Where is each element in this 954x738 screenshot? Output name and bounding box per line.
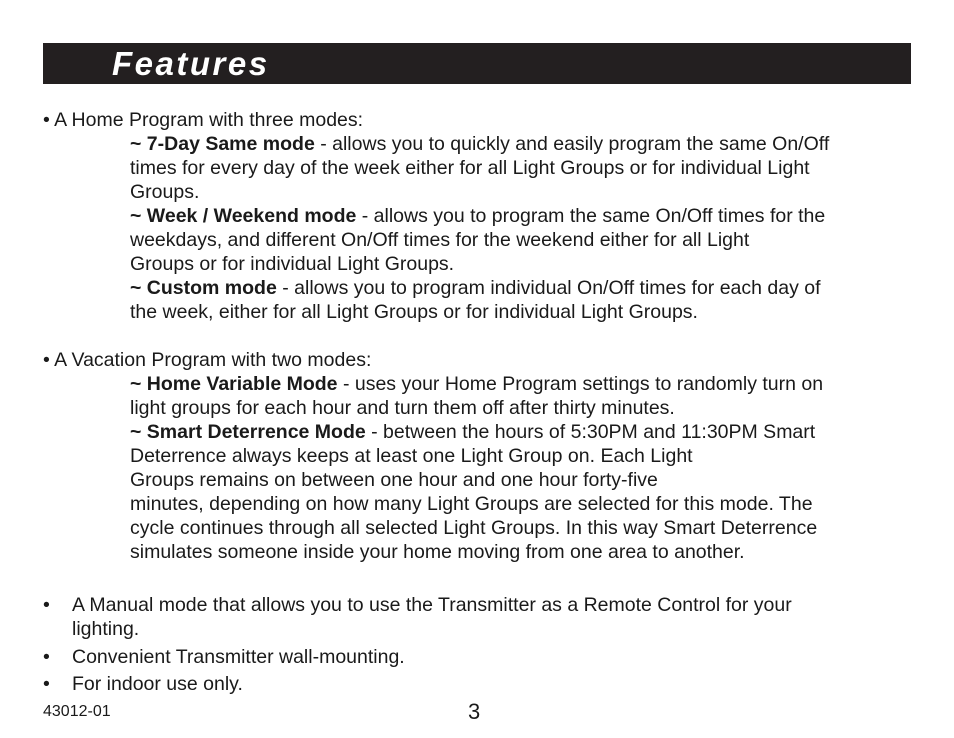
- bullet-1: •: [43, 594, 50, 616]
- home-program-intro: • A Home Program with three modes:: [43, 109, 364, 131]
- mode-smart-deterrence-line2: Deterrence always keeps at least one Light Group on. Each Light: [130, 445, 693, 467]
- mode-weekweekend-line1: [130, 204, 825, 228]
- page-number: 3: [468, 699, 481, 724]
- mode-home-variable-desc: - uses your Home Program settings to randomly turn on: [337, 373, 824, 395]
- mode-home-variable-line2: light groups for each hour and turn them off after thirty minutes.: [130, 397, 675, 419]
- mode-weekweekend-line2: weekdays, and different On/Off times for the weekend either for all Light: [130, 229, 750, 251]
- feature-wall-mounting: Convenient Transmitter wall-mounting.: [72, 646, 405, 668]
- mode-7day-line1: [130, 132, 829, 156]
- mode-weekweekend-line3: Groups or for individual Light Groups.: [130, 253, 455, 275]
- mode-custom-desc: - allows you to program individual On/Off times for each day of: [276, 277, 821, 299]
- mode-weekweekend-desc: - allows you to program the same On/Off times for the: [356, 205, 826, 227]
- mode-7day-line2: times for every day of the week either for all Light Groups or for individual Light: [130, 157, 810, 179]
- mode-smart-deterrence-name: ~ Smart Deterrence Mode: [130, 421, 366, 443]
- feature-manual-line2: lighting.: [72, 618, 140, 640]
- mode-smart-deterrence-line3: Groups remains on between one hour and one hour forty-five: [130, 469, 658, 491]
- vacation-program-intro: • A Vacation Program with two modes:: [43, 349, 372, 371]
- mode-custom-line1: [130, 276, 821, 300]
- mode-smart-deterrence-desc: - between the hours of 5:30PM and 11:30PM Smart: [365, 421, 816, 443]
- mode-weekweekend-name: ~ Week / Weekend mode: [130, 205, 357, 227]
- mode-custom-line2: the week, either for all Light Groups or for individual Light Groups.: [130, 301, 698, 323]
- mode-7day-desc: - allows you to quickly and easily program the same On/Off: [314, 133, 830, 155]
- mode-smart-deterrence-line1: [130, 420, 815, 444]
- mode-home-variable-name: ~ Home Variable Mode: [130, 373, 338, 395]
- mode-custom-name: ~ Custom mode: [130, 277, 277, 299]
- feature-indoor-use: For indoor use only.: [72, 673, 243, 695]
- bullet-2: •: [43, 646, 50, 668]
- page-title: Features: [112, 45, 270, 82]
- feature-manual-line1: A Manual mode that allows you to use the Transmitter as a Remote Control for your: [72, 594, 792, 616]
- mode-smart-deterrence-line4: minutes, depending on how many Light Groups are selected for this mode. The: [130, 493, 813, 515]
- mode-7day-line3: Groups.: [130, 181, 200, 203]
- bullet-3: •: [43, 673, 50, 695]
- mode-smart-deterrence-line5: cycle continues through all selected Light Groups. In this way Smart Deterrence: [130, 517, 818, 539]
- mode-home-variable-line1: [130, 372, 823, 396]
- mode-7day-name: ~ 7-Day Same mode: [130, 133, 315, 155]
- document-code: 43012-01: [43, 703, 111, 720]
- mode-smart-deterrence-line6: simulates someone inside your home moving from one area to another.: [130, 541, 745, 563]
- title-bar: [43, 43, 911, 84]
